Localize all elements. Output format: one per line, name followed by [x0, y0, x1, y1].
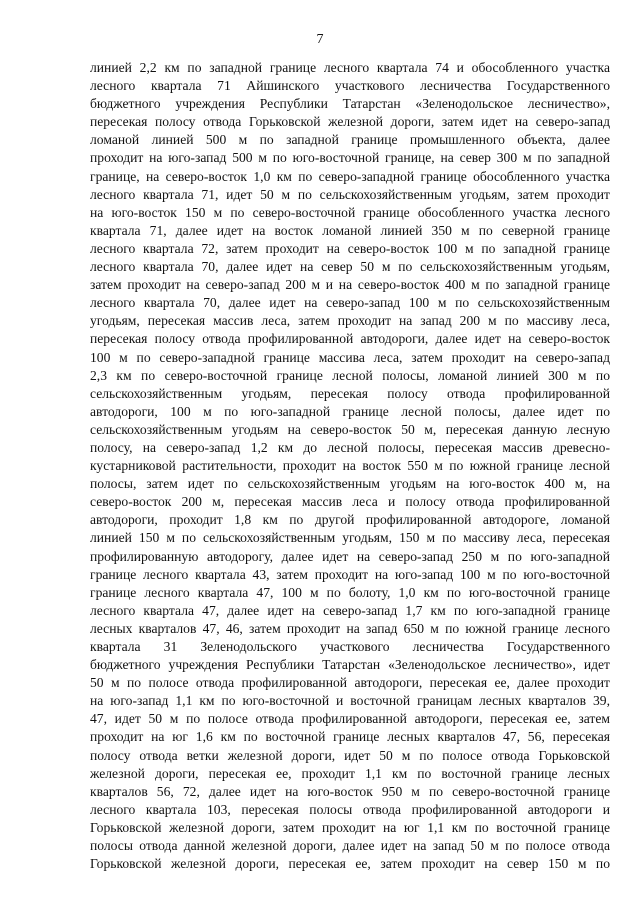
document-body-text	[90, 59, 610, 873]
text-line: сельскохозяйственным угодьям на северо-восток 50 м, пересекая данную лесную	[90, 421, 610, 437]
text-line: северо-восток 200 м, пересекая массив леса и полосу отвода профилированной	[90, 494, 610, 510]
text-line: лесного квартала 71, идет 50 м по сельскохозяйственным угодьям, затем проходит	[90, 186, 610, 202]
text-line: автодороги, проходит 1,8 км по другой профилированной автодороге, ломаной	[90, 512, 610, 528]
text-line: сельскохозяйственным угодьям, пересекая полосу отвода профилированной	[90, 385, 610, 401]
text-line: кустарниковой растительности, проходит на восток 550 м по южной границе лесной	[90, 458, 610, 474]
text-line: полосы отвода данной железной дороги, далее идет на запад 50 м по полосе отвода	[90, 838, 610, 854]
text-line: проходит на юг 1,6 км по восточной границе лесных кварталов 47, 56, пересекая	[90, 729, 610, 745]
text-line: границе лесного квартала 43, затем проходит на юго-запад 100 м по юго-восточной	[90, 566, 610, 582]
text-line: линией 2,2 км по западной границе лесного квартала 74 и обособленного участка	[90, 60, 610, 75]
text-line: 47, идет 50 м по полосе отвода профилированной автодороги, пересекая ее, затем	[90, 711, 610, 727]
text-line: лесных кварталов 47, 46, затем проходит на запад 650 м по южной границе лесного	[90, 620, 610, 636]
text-line: Горьковской железной дороги, пересекая ее, затем проходит на север 150 м по	[90, 856, 610, 872]
text-line: бюджетного учреждения Республики Татарстан «Зеленодольское лесничество»,	[90, 96, 610, 112]
text-line: затем проходит на северо-запад 200 м и на северо-восток 400 м по западной границе	[90, 277, 610, 293]
text-line: лесного квартала 47, далее идет на северо-запад 1,7 км по юго-западной границе	[90, 602, 610, 618]
text-line: лесного квартала 103, пересекая полосы отвода профилированной автодороги и	[90, 801, 610, 817]
text-line: 2,3 км по северо-восточной границе лесной полосы, ломаной линией 300 м по	[90, 367, 610, 383]
text-line: железной дороги, пересекая ее, проходит 1,1 км по восточной границе лесных	[90, 765, 610, 781]
text-line: бюджетного учреждения Республики Татарстан «Зеленодольское лесничество», идет	[90, 657, 610, 673]
text-line: границе лесного квартала 47, 100 м по болоту, 1,0 км по юго-восточной границе	[90, 584, 610, 600]
text-line: границе, на северо-восток 1,0 км по северо-западной границе обособленного участка	[90, 168, 610, 184]
text-line: полосу отвода ветки железной дороги, идет 50 м по полосе отвода Горьковской	[90, 747, 610, 763]
text-line: угодьям, пересекая массив леса, затем проходит на запад 200 м по массиву леса,	[90, 313, 610, 329]
text-line: Горьковской железной дороги, затем проходит на юг 1,1 км по восточной границе	[90, 819, 610, 835]
text-line: лесного квартала 70, далее идет на север 50 м по сельскохозяйственным угодьям,	[90, 259, 610, 275]
text-line: ломаной линией 500 м по западной границе промышленного объекта, далее	[90, 132, 610, 148]
text-line: проходит на юго-запад 500 м по юго-восточной границе, на север 300 м по западной	[90, 150, 610, 166]
text-line: на юго-восток 150 м по северо-восточной границе обособленного участка лесного	[90, 204, 610, 220]
text-line: пересекая полосу отвода профилированной автодороги, далее идет на северо-восток	[90, 331, 610, 347]
text-line: квартала 71, далее идет на восток ломаной линией 350 м по северной границе	[90, 222, 610, 238]
text-line: 50 м по полосе отвода профилированной автодороги, пересекая ее, далее проходит	[90, 675, 610, 691]
text-line: полосы, затем идет по сельскохозяйственным угодьям на юго-восток 400 м, на	[90, 476, 610, 492]
text-line: лесного квартала 71 Айшинского участкового лесничества Государственного	[90, 78, 610, 94]
text-line: автодороги, 100 м по юго-западной границе лесной полосы, далее идет по	[90, 403, 610, 419]
text-line: пересекая полосу отвода Горьковской железной дороги, затем идет на северо-запад	[90, 114, 610, 130]
text-line: квартала 31 Зеленодольского участкового лесничества Государственного	[90, 639, 610, 654]
text-line: на юго-запад 1,1 км по юго-восточной и восточной границам лесных кварталов 39,	[90, 693, 610, 709]
text-line: полосу, на северо-запад 1,2 км до лесной полосы, пересекая массив древесно-	[90, 439, 610, 455]
text-line: профилированную автодорогу, далее идет на северо-запад 250 м по юго-западной	[90, 548, 610, 564]
text-line: кварталов 56, 72, далее идет на юго-восток 950 м по северо-восточной границе	[90, 783, 610, 799]
page-number: 7	[316, 32, 324, 47]
text-line: лесного квартала 70, далее идет на северо-запад 100 м по сельскохозяйственным	[90, 295, 610, 311]
text-line: 100 м по северо-западной границе массива леса, затем проходит на северо-запад	[90, 349, 610, 365]
text-line: линией 150 м по сельскохозяйственным угодьям, 150 м по массиву леса, пересекая	[90, 530, 610, 546]
text-line: лесного квартала 72, затем проходит на северо-восток 100 м по западной границе	[90, 240, 610, 256]
